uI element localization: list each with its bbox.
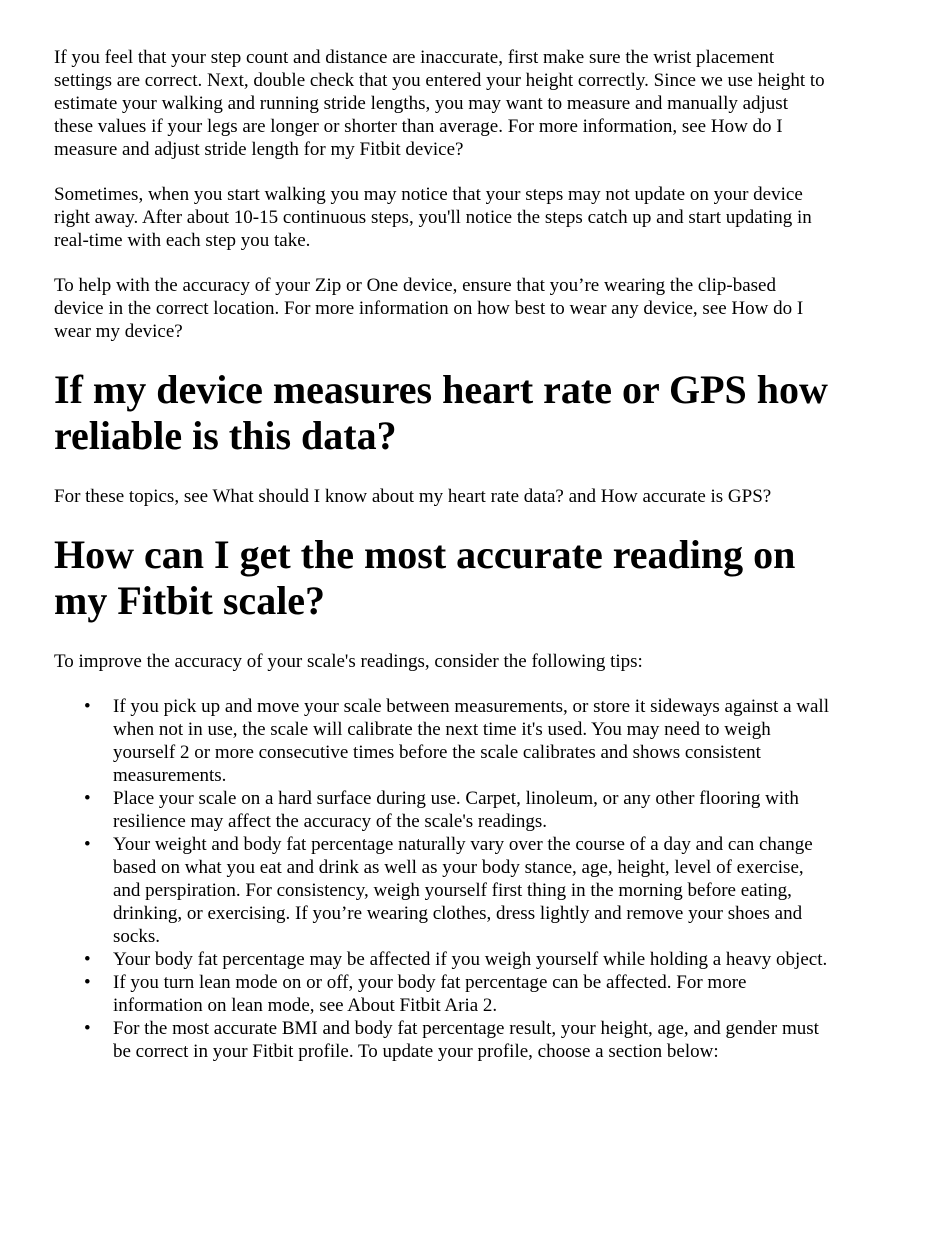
list-item [84, 695, 830, 787]
list-item [84, 971, 830, 1017]
list-item [84, 833, 830, 948]
paragraph-step-accuracy: If you feel that your step count and distance are inaccurate, first make sure the wrist placement settings are correct. Next, double check that you entered your height correctly. Since we use height to estimate your walking and running stride lengths, you may want to measure and manually adjust these values if your legs are longer or shorter than average. For more information, see How do I measure and adjust stride length for my Fitbit device? [54, 47, 825, 160]
paragraph-scale-intro: To improve the accuracy of your scale's readings, consider the following tips: [54, 651, 643, 672]
list-item-text: For the most accurate BMI and body fat percentage result, your height, age, and gender must be correct in your Fitbit profile. To update your profile, choose a section below: [113, 1018, 819, 1062]
paragraph-heart-rate-gps: For these topics, see What should I know about my heart rate data? and How accurate is GPS? [54, 486, 772, 507]
bullet-icon: • [84, 949, 91, 970]
heading-heart-rate-gps: If my device measures heart rate or GPS how reliable is this data? [54, 367, 828, 458]
paragraph-step-delay: Sometimes, when you start walking you may notice that your steps may not update on your device right away. After about 10-15 continuous steps, you'll notice the steps catch up and start updating in real-time with each step you take. [54, 184, 812, 251]
scale-tips-list [54, 695, 830, 1063]
paragraph-clip-device: To help with the accuracy of your Zip or One device, ensure that you’re wearing the clip-based device in the correct location. For more information on how best to wear any device, see How do I wear my device? [54, 275, 804, 342]
bullet-icon: • [84, 696, 91, 717]
heading-scale-accuracy: How can I get the most accurate reading on my Fitbit scale? [54, 532, 796, 623]
list-item-text: Your weight and body fat percentage naturally vary over the course of a day and can change based on what you eat and drink as well as your body stance, age, height, level of exercise, and perspiration. For consistency, weigh yourself first thing in the morning before eating, drinking, or exercising. If you’re wearing clothes, dress lightly and remove your shoes and socks. [113, 834, 813, 947]
bullet-icon: • [84, 972, 91, 993]
list-item [84, 1017, 830, 1063]
bullet-icon: • [84, 788, 91, 809]
list-item-text: If you turn lean mode on or off, your body fat percentage can be affected. For more information on lean mode, see About Fitbit Aria 2. [113, 972, 747, 1016]
list-item [84, 948, 830, 971]
list-item-text: Your body fat percentage may be affected if you weigh yourself while holding a heavy object. [113, 949, 828, 970]
bullet-icon: • [84, 1018, 91, 1039]
bullet-icon: • [84, 834, 91, 855]
list-item [84, 787, 830, 833]
list-item-text: Place your scale on a hard surface during use. Carpet, linoleum, or any other flooring with resilience may affect the accuracy of the scale's readings. [113, 788, 799, 832]
list-item-text: If you pick up and move your scale between measurements, or store it sideways against a wall when not in use, the scale will calibrate the next time it's used. You may need to weigh yourself 2 or more consecutive times before the scale calibrates and shows consistent measurements. [113, 696, 829, 786]
